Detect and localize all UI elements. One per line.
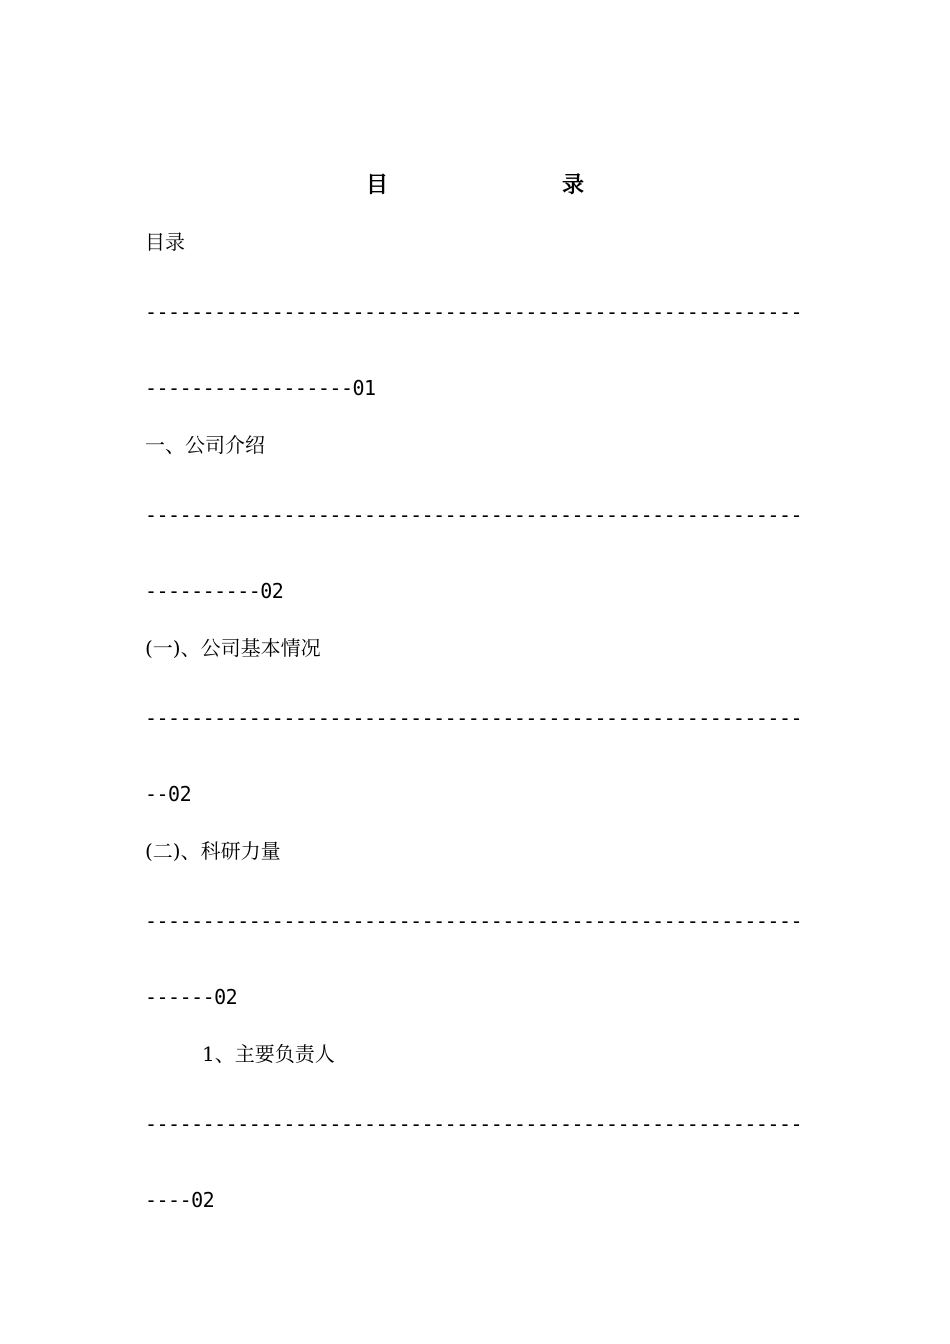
toc-entry-label[interactable]: (二)、科研力量 (145, 839, 281, 863)
toc-heading-right: 录 (562, 172, 585, 198)
toc-heading-left: 目 (366, 172, 389, 198)
toc-entry-page: --02 (145, 782, 192, 806)
toc-entry-label[interactable]: 目录 (145, 230, 185, 254)
toc-entry-leader: --------------------------------------------------------- (145, 909, 802, 933)
toc-entry-page: ------02 (145, 985, 238, 1009)
toc-entry-leader: --------------------------------------------------------- (145, 706, 802, 730)
toc-entry-label[interactable]: (一)、公司基本情况 (145, 636, 321, 660)
toc-entry-page: ----------02 (145, 579, 284, 603)
toc-entry-label[interactable]: 1、主要负责人 (202, 1042, 335, 1066)
toc-entry-page: ------------------01 (145, 376, 376, 400)
toc-entry-label[interactable]: 一、公司介绍 (145, 433, 265, 457)
toc-entry-leader: --------------------------------------------------------- (145, 1112, 802, 1136)
toc-entry-leader: --------------------------------------------------------- (145, 503, 802, 527)
toc-heading (0, 168, 950, 200)
toc-entry-page: ----02 (145, 1188, 215, 1212)
toc-entry-leader: --------------------------------------------------------- (145, 300, 802, 324)
